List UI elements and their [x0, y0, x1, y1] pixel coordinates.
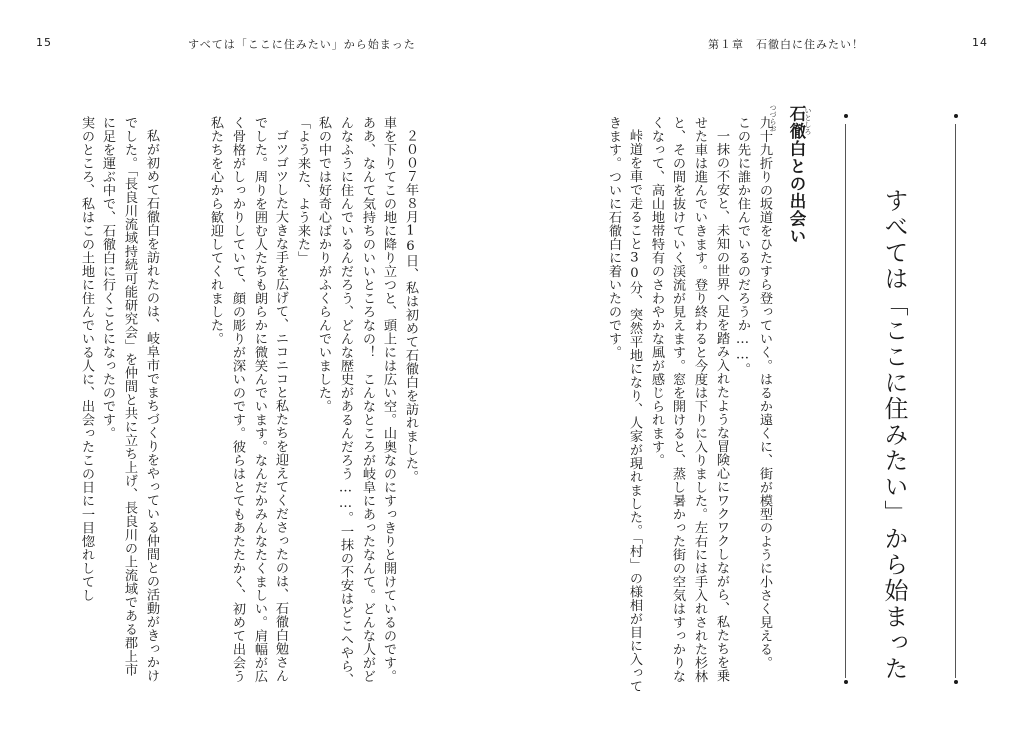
left-body-line: 私の中では好奇心ばかりがふくらんでいました。 [316, 116, 331, 413]
left-body-line: 実のところ、私はこの土地に住んでいる人に、出会ったこの日に一目惚れしてし [79, 116, 94, 602]
title-rule-dot-bottom-left [844, 680, 848, 684]
left-body-line: んなふうに住んでいるんだろう、どんな歴史があるんだろう……。一抹の不安はどこへやら、 [338, 116, 353, 687]
title-rule-dot-top-left [844, 114, 848, 118]
right-body-line: せた車は進んでいきます。登り終わると今度は下りに入りました。左右には手入れされた杉林 [692, 116, 707, 683]
section-heading: 石徹白との出会い [787, 105, 806, 245]
left-body-line: く骨格がしっかりしていて、顔の彫りが深いのです。彼らはとてもあたたかく、初めて出会う [230, 116, 245, 683]
right-body-line: きます。ついに石徹白に着いたのです。 [606, 116, 621, 359]
left-body-line: 私たちを心から歓迎してくれました。 [208, 116, 223, 346]
left-body-line: 車を下りてこの地に降り立つと、頭上には広い空。山奥なのにすっきりと開けているのです。 [381, 116, 396, 683]
right-body-line: 一抹の不安と、未知の世界へ足を踏み入れたような冒険心にワクワクしながら、私たちを乗 [714, 129, 729, 683]
left-page-number: 15 [36, 36, 52, 49]
right-body-line: くなって、高山地帯特有のさわやかな風が感じられます。 [649, 116, 664, 467]
ruby-tsuzura: つづらお [769, 104, 777, 132]
left-body-line: ２００７年８月16日、私は初めて石徹白を訪れました。 [403, 129, 418, 484]
left-running-head: すべては「ここに住みたい」から始まった [188, 38, 416, 51]
title-rule-dot-bottom-right [954, 680, 958, 684]
title-rule-dot-top-right [954, 114, 958, 118]
left-body-line: ゴツゴツした大きな手を広げて、ニコニコと私たちを迎えてくださったのは、石徹白勉さん [273, 129, 288, 683]
left-body-line: 私が初めて石徹白を訪れたのは、岐阜市でまちづくりをやっている仲間との活動がきっかけ [144, 129, 159, 683]
left-body-line: 「よう来た、よう来た」 [295, 116, 310, 265]
title-rule-left [845, 124, 846, 678]
left-body-line: に足を運ぶ中で、石徹白に行くことになったのです。 [100, 116, 115, 440]
ruby-itoshiro: いとしろ [804, 107, 812, 135]
right-page-number: 14 [972, 36, 988, 49]
left-body-line: ああ、なんて気持ちのいいところなの！ こんなところが岐阜にあったなんて。どんな人がど [360, 116, 375, 683]
right-body-line: 峠道を車で走ること30分、突然平地になり、人家が現れました。「村」の様相が目に入って [627, 129, 642, 693]
right-body-line: と、その間を抜けていく渓流が見えます。窓を開けると、蒸し暑かった街の空気はすっかりな [670, 116, 685, 683]
right-body-line: 九十九折りの坂道をひたすら登っていく。はるか遠くに、街が模型のように小さく見える。 [757, 116, 772, 670]
left-body-line: でした。「長良川流域持続可能研究会」を仲間と共に立ち上げ、長良川の上流域である郡上市 [122, 116, 137, 677]
left-body-line: でした。周りを囲む人たちも朗らかに微笑んでいます。なんだかみんなたくましい。肩幅が広 [252, 116, 267, 683]
chapter-title: すべては「ここに住みたい」から始まった [880, 188, 908, 682]
title-rule-right [955, 124, 956, 678]
right-body-line: この先に誰か住んでいるのだろうか……。 [735, 116, 750, 377]
right-running-head: 第１章 石徹白に住みたい！ [708, 38, 864, 51]
